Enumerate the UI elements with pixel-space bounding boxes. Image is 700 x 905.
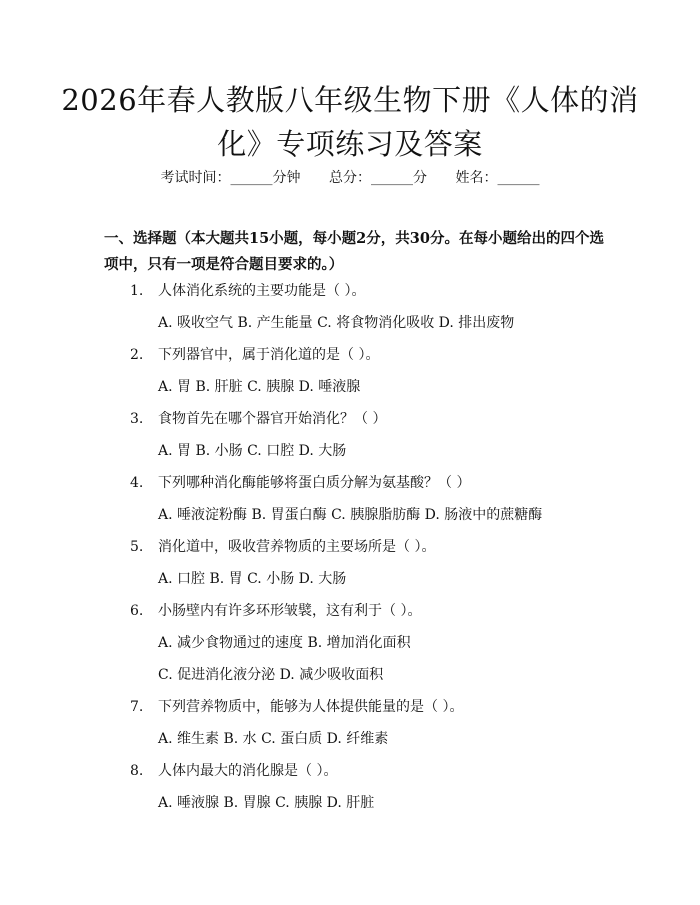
question-stem: [0, 280, 700, 312]
exam-time-field: 考试时间：______分钟: [160, 170, 301, 186]
question-item-5: [0, 536, 700, 600]
question-number: 4.: [130, 475, 144, 491]
question-item-7: [0, 696, 700, 760]
exam-name-field: 姓名：______: [455, 170, 540, 186]
document-title: [60, 78, 640, 166]
question-item-3: [0, 408, 700, 472]
question-item-6: [0, 600, 700, 696]
question-text: 下列营养物质中，能够为人体提供能量的是（ ）。: [158, 699, 464, 715]
question-number: 3.: [130, 411, 144, 427]
question-number: 2.: [130, 347, 144, 363]
question-number: 8.: [130, 763, 144, 779]
question-options: A. 胃 B. 肝脏 C. 胰腺 D. 唾液腺: [158, 379, 361, 395]
exam-score-field: 总分：______分: [329, 170, 427, 186]
question-options: A. 减少食物通过的速度 B. 增加消化面积: [158, 635, 411, 651]
question-stem: [0, 600, 700, 632]
question-text: 食物首先在哪个器官开始消化？（ ）: [158, 411, 387, 427]
document-title-line-1: 2026年春人教版八年级生物下册《人体的消: [61, 83, 639, 117]
question-text: 人体内最大的消化腺是（ ）。: [158, 763, 338, 779]
question-text: 小肠壁内有许多环形皱襞，这有利于（ ）。: [158, 603, 422, 619]
question-item-4: [0, 472, 700, 536]
question-stem: [0, 536, 700, 568]
question-text: 下列哪种消化酶能够将蛋白质分解为氨基酸？（ ）: [158, 475, 471, 491]
question-options: A. 口腔 B. 胃 C. 小肠 D. 大肠: [158, 571, 347, 587]
question-stem: [0, 760, 700, 792]
section-heading: 一、选择题（本大题共15小题，每小题2分，共30分。在每小题给出的四个选项中，只有一项是符合题目要求的。）: [104, 230, 604, 273]
document-title-line-2: 化》专项练习及答案: [217, 127, 483, 161]
question-text: 下列器官中，属于消化道的是（ ）。: [158, 347, 380, 363]
question-number: 5.: [130, 539, 144, 555]
question-list: [0, 280, 700, 824]
question-stem: [0, 696, 700, 728]
question-stem: [0, 408, 700, 440]
question-options: A. 唾液淀粉酶 B. 胃蛋白酶 C. 胰腺脂肪酶 D. 肠液中的蔗糖酶: [158, 507, 543, 523]
question-options: C. 促进消化液分泌 D. 减少吸收面积: [158, 667, 384, 683]
question-number: 6.: [130, 603, 144, 619]
question-stem: [0, 472, 700, 504]
question-item-2: [0, 344, 700, 408]
question-options: A. 吸收空气 B. 产生能量 C. 将食物消化吸收 D. 排出废物: [158, 315, 515, 331]
question-text: 人体消化系统的主要功能是（ ）。: [158, 283, 366, 299]
question-text: 消化道中，吸收营养物质的主要场所是（ ）。: [158, 539, 436, 555]
question-number: 7.: [130, 699, 144, 715]
question-options: A. 维生素 B. 水 C. 蛋白质 D. 纤维素: [158, 731, 389, 747]
question-options: A. 胃 B. 小肠 C. 口腔 D. 大肠: [158, 443, 347, 459]
question-stem: [0, 344, 700, 376]
exam-info: [0, 167, 700, 189]
question-number: 1.: [130, 283, 144, 299]
question-item-8: [0, 760, 700, 824]
question-options: A. 唾液腺 B. 胃腺 C. 胰腺 D. 肝脏: [158, 795, 375, 811]
question-item-1: [0, 280, 700, 344]
